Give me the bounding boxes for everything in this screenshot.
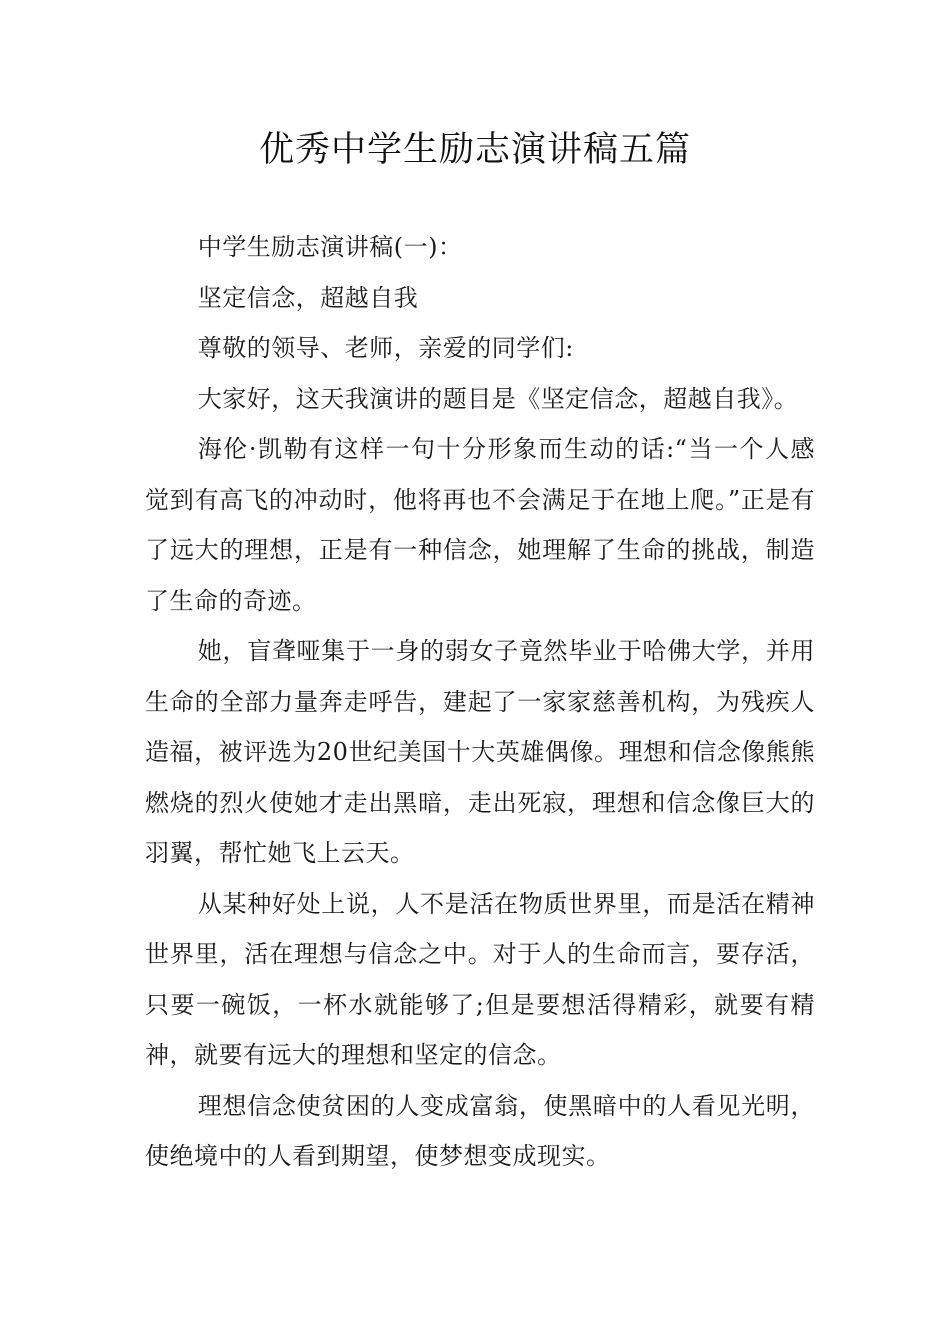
paragraph-spiritual-world: 从某种好处上说，人不是活在物质世界里，而是活在精神世界里，活在理想与信念之中。对于人的生命而言，要存活，只要一碗饭，一杯水就能够了;但是要想活得精彩，就要有精神，就要有远大的理想和坚定的信念。 [145,889,815,1069]
paragraph-opening: 大家好，这天我演讲的题目是《坚定信念，超越自我》。 [197,384,799,413]
paragraph-helen-keller-story: 她，盲聋哑集于一身的弱女子竟然毕业于哈佛大学，并用生命的全部力量奔走呼告，建起了一家家慈善机构，为残疾人造福，被评选为20世纪美国十大英雄偶像。理想和信念像熊熊燃烧的烈火使她才走出黑暗，走出死寂，理想和信念像巨大的羽翼，帮忙她飞上云天。 [145,637,815,867]
document-title: 优秀中学生励志演讲稿五篇 [258,130,691,170]
paragraph-subtitle: 坚定信念，超越自我 [197,283,419,312]
document-body [145,222,815,1182]
paragraph-salutation: 尊敬的领导、老师，亲爱的同学们: [197,334,574,362]
paragraph-heading: 中学生励志演讲稿(一)： [197,233,463,261]
paragraph-helen-keller-quote: 海伦·凯勒有这样一句十分形象而生动的话:“当一个人感觉到有高飞的冲动时，他将再也不会满足于在地上爬。”正是有了远大的理想，正是有一种信念，她理解了生命的挑战，制造了生命的奇迹。 [145,435,815,615]
paragraph-ideals-conclusion: 理想信念使贫困的人变成富翁，使黑暗中的人看见光明，使绝境中的人看到期望，使梦想变成现实。 [145,1091,815,1170]
